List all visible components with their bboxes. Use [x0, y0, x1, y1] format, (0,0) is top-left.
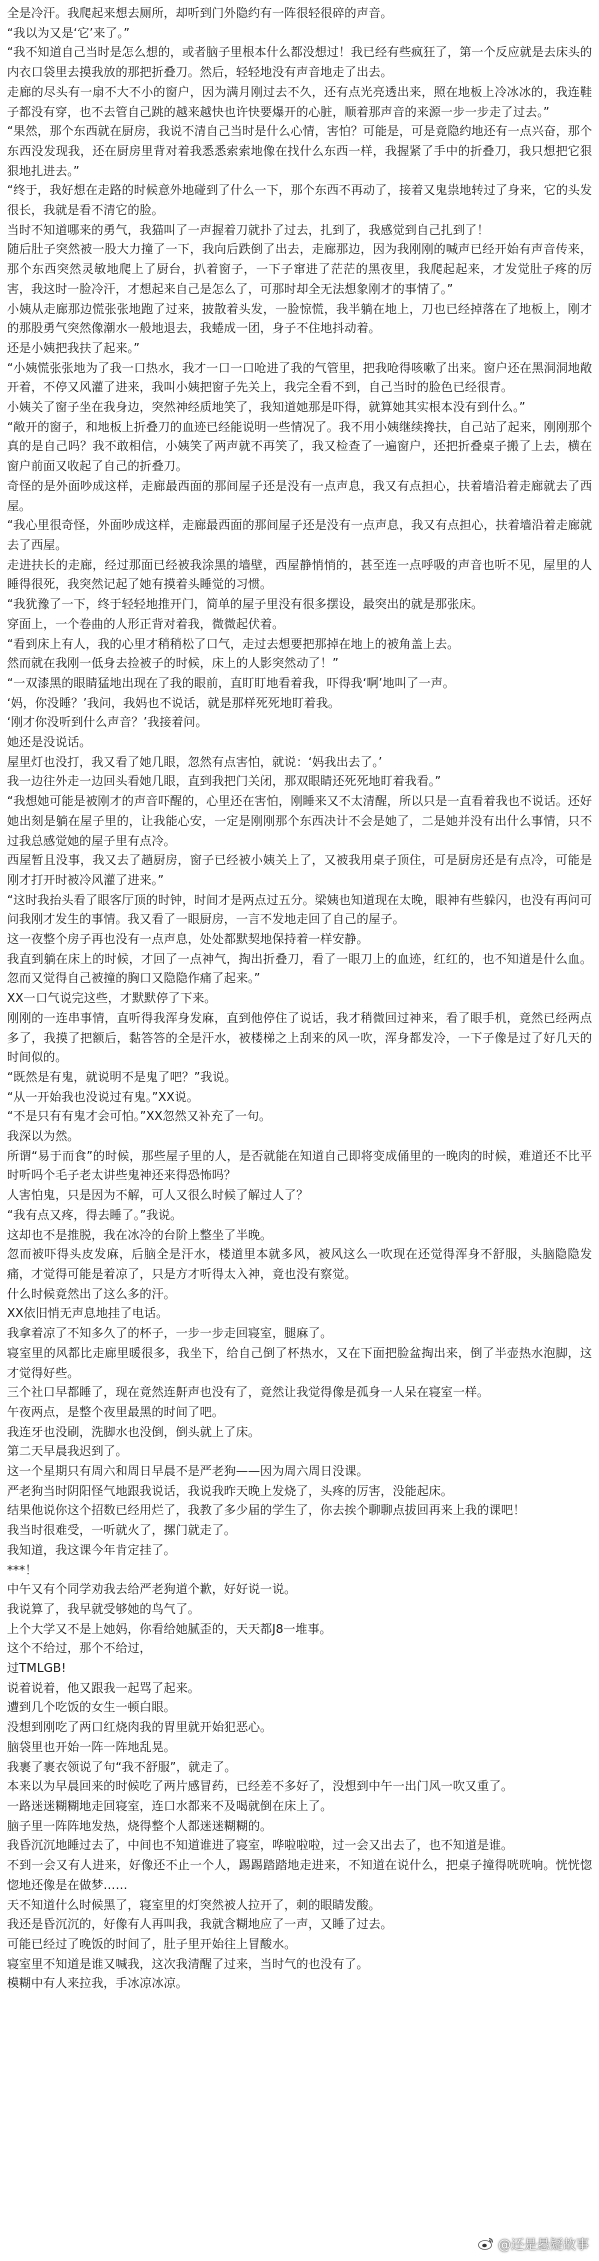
paragraph: 模糊中有人来拉我，手冰凉冰凉。: [7, 1976, 188, 1991]
paragraph: 然而就在我刚一低身去捡被子的时候，床上的人影突然动了！”: [7, 656, 339, 671]
paragraph: 寝室里不知道是谁又喊我，这次我清醒了过来，当时气的也没有了。: [7, 1956, 369, 1971]
watermark: [478, 2234, 589, 2253]
paragraph: ‘妈，你没睡？’我问，我妈也不说话，就是那样死死地盯着我。: [7, 695, 341, 710]
paragraph: 刚刚的一连串事情，直听得我浑身发麻，直到他停住了说话，我才稍微回过神来，看了眼手机，竟然已经两点多了，我摸了把额后，黏答答的全是汗水，被楼梯之上刮来的风一吹，浑身都发冷，一下子像是过了好几天的时间似的。: [7, 1010, 592, 1065]
paragraph: 我连牙也没刷，洗脚水也没倒，倒头就上了床。: [7, 1424, 261, 1439]
paragraph: “我有点又疼，得去睡了。”我说。: [7, 1207, 183, 1222]
paragraph: XX依旧悄无声息地挂了电话。: [7, 1306, 169, 1321]
paragraph: 结果他说你这个招数已经用烂了，我教了多少届的学生了，你去挨个聊聊点拔回再来上我的课吧！: [7, 1503, 526, 1518]
paragraph: 人害怕鬼，只是因为不解，可人又很么时候了解过人了？: [7, 1188, 309, 1203]
paragraph: XX一口气说完这些，才默默停了下来。: [7, 991, 217, 1006]
paragraph: “我以为又是‘它’来了。”: [7, 25, 130, 40]
paragraph: 所谓“易于而食”的时候，那些屋子里的人，是否就能在知道自己即将变成俑里的一晚肉的时候，难道还不比平时听吗个毛子老太讲些鬼神还来得恐怖吗？: [7, 1148, 592, 1183]
paragraph: “果然，那个东西就在厨房，我说不清自己当时是什么心情，害怕？可能是，可是竟隐约地还有一点兴奋，那个东西没发现我，还在厨房里背对着我悉悉索索地像在找什么东西一样，我握紧了手中的折叠刀，我只想把它狠狠地扎进去。”: [7, 124, 592, 178]
paragraph: “一双漆黑的眼睛猛地出现在了我的眼前，直盯盯地看着我，吓得我‘啊’地叫了一声。: [7, 675, 455, 690]
paragraph: ***！: [7, 1562, 38, 1577]
paragraph: 午夜两点，是整个夜里最黑的时间了吧。: [7, 1404, 224, 1419]
weibo-icon: [478, 2237, 494, 2250]
paragraph: 走廊的尽头有一扇不大不小的窗户，因为满月刚过去不久，还有点光亮透出来，照在地板上冷冰冰的，我连鞋子都没有穿，也不去管自己跳的越来越快也许快要爆开的心脏，顺着那声音的来源一步一步走了过去。”: [7, 84, 592, 119]
paragraph: 这却也不是推脱，我在冰冷的台阶上整坐了半晚。: [7, 1227, 273, 1242]
paragraph: 我直到躺在床上的时候，才回了一点神气，掏出折叠刀，看了一眼刀上的血迹，红红的，也不知道是什么血。忽而又觉得自己被撞的胸口又隐隐作痛了起来。”: [7, 951, 592, 986]
paragraph: 我还是昏沉沉的，好像有人再叫我，我就含糊地应了一声，又睡了过去。: [7, 1917, 393, 1932]
paragraph: 我知道，我这课今年肯定挂了。: [7, 1542, 176, 1557]
paragraph: 本来以为早晨回来的时候吃了两片感冒药，已经差不多好了，没想到中午一出门风一吹又重了。: [7, 1779, 514, 1794]
paragraph: 寝室里的风都比走廊里暖很多，我坐下，给自己倒了杯热水，又在下面把脸盆掏出来，倒了半壶热水泡脚，这才觉得好些。: [7, 1345, 592, 1380]
paragraph: 我裹了裹衣领说了句“我不舒服”，就走了。: [7, 1759, 237, 1774]
paragraph: 奇怪的是外面吵成这样，走廊最西面的那间屋子还是没有一点声息，我又有点担心，扶着墙沿着走廊就去了西屋。: [7, 478, 592, 513]
paragraph: ‘刚才你没听到什么声音？’我接着问。: [7, 715, 208, 730]
paragraph: 这个不给过，那个不给过，: [7, 1641, 152, 1656]
paragraph: 西屋暂且没事，我又去了趟厨房，窗子已经被小姨关上了，又被我用桌子顶住，可是厨房还是有点冷，可能是刚才打开时被冷风灌了进来。”: [7, 853, 592, 887]
paragraph: “我想她可能是被刚才的声音吓醒的，心里还在害怕，刚睡来又不太清醒，所以只是一直看着我也不说话。还好她出刻是躺在屋子里的，让我能心安，一定是刚刚那个东西决计不会是她了，二是她并没有出什么事情，只不过我总感觉她的屋子里有点冷。: [7, 794, 592, 848]
paragraph: 没想到刚吃了两口红烧肉我的胃里就开始犯恶心。: [7, 1720, 273, 1735]
paragraph: “我心里很奇怪，外面吵成这样，走廊最西面的那间屋子还是没有一点声息，我又有点担心，扶着墙沿着走廊就去了西屋。: [7, 518, 592, 552]
paragraph: 我拿着凉了不知多久了的杯子，一步一步走回寝室，腿麻了。: [7, 1326, 333, 1341]
paragraph: 小姨关了窗子坐在我身边，突然神经质地笑了，我知道她那是吓得，就算她其实根本没有到什么。”: [7, 400, 526, 415]
paragraph: 她还是没说话。: [7, 735, 92, 750]
paragraph: 过TMLGB!: [7, 1661, 67, 1676]
paragraph: 随后肚子突然被一股大力撞了一下，我向后跌倒了出去，走廊那边，因为我刚刚的喊声已经开始有声音传来，那个东西突然灵敏地爬上了厨台，扒着窗子，一下子窜进了茫茫的黑夜里，我爬起起来，才发觉肚子疼的厉害，我这时一脸冷汗，才想起来自己是怎么了，可那时却全无法想象刚才的事情了。”: [7, 242, 592, 296]
paragraph: “我不知道自己当时是怎么想的，或者脑子里根本什么都没想过！我已经有些疯狂了，第一个反应就是去床头的内衣口袋里去摸我放的那把折叠刀。然后，轻轻地没有声音地走了出去。: [7, 45, 592, 80]
paragraph: 我深以为然。: [7, 1129, 80, 1144]
paragraph: “这时我抬头看了眼客厅顶的时钟，时间才是两点过五分。梁姨也知道现在太晚，眼神有些躲闪，也没有再问可问我刚才发生的事情。我又看了一眼厨房，一言不发地走回了自己的屋子。: [7, 892, 592, 927]
paragraph: 我当时很难受，一听就火了，摞门就走了。: [7, 1523, 236, 1538]
paragraph: 还是小姨把我扶了起来。”: [7, 340, 140, 355]
paragraph: 这一个星期只有周六和周日早晨不是严老狗——因为周六周日没课。: [7, 1464, 369, 1479]
paragraph: 天不知道什么时候黑了，寝室里的灯突然被人拉开了，刺的眼睛发酸。: [7, 1897, 381, 1912]
paragraph: 说着说着，他又跟我一起骂了起来。: [7, 1680, 200, 1695]
paragraph: 穿面上，一个卷曲的人形正背对着我，微微起伏着。: [7, 616, 285, 631]
paragraph: 当时不知道哪来的勇气，我猫叫了一声握着刀就扑了过去，扎到了，我感觉到自己扎到了！: [7, 222, 490, 237]
paragraph: 走进扶长的走廊，经过那面已经被我涂黑的墙壁，西屋静悄悄的，甚至连一点呼吸的声音也听不见，屋里的人睡得很死，我突然记起了她有摸着头睡觉的习惯。: [7, 557, 592, 592]
paragraph: 可能已经过了晚饭的时间了，肚子里开始往上冒酸水。: [7, 1936, 297, 1951]
paragraph: “小姨慌张张地为了我一口热水，我才一口一口呛进了我的气管里，把我呛得咳嗽了出来。窗户还在黑洞洞地敞开着，不停又风灌了进来，我叫小姨把窗子先关上，我完全看不到，自己当时的脸色已经很青。: [7, 360, 592, 395]
paragraph: 脑袋里也开始一阵一阵地乱晃。: [7, 1739, 176, 1754]
paragraph: 全是冷汗。我爬起来想去厕所，却听到门外隐约有一阵很轻很碎的声音。: [7, 6, 393, 20]
paragraph: 我昏沉沉地睡过去了，中间也不知道谁进了寝室，哗啦啦啦，过一会又出去了，也不知道是谁。: [7, 1838, 514, 1853]
paragraph: “终于，我好想在走路的时候意外地碰到了什么一下，那个东西不再动了，接着又鬼祟地转过了身来，它的头发很长，我就是看不清它的脸。: [7, 183, 592, 218]
paragraph: 忽而被吓得头皮发麻，后脑全是汗水，楼道里本就多风，被风这么一吹现在还觉得浑身不舒服，头脑隐隐发痛，才觉得可能是着凉了，只是方才听得太入神，竟也没有察觉。: [7, 1247, 592, 1281]
paragraph: 我一边往外走一边回头看她几眼，直到我把门关闭，那双眼睛还死死地盯着我看。”: [7, 774, 442, 789]
paragraph: 上个大学又不是上她妈，你看给她腻歪的，天天都J8一堆事。: [7, 1621, 332, 1636]
paragraph: 屋里灯也没打，我又看了她几眼，忽然有点害怕，就说：‘妈我出去了。’: [7, 754, 383, 769]
paragraph: 严老狗当时阴阳怪气地跟我说话，我说我昨天晚上发烧了，头疼的厉害，没能起床。: [7, 1483, 453, 1498]
paragraph: “看到床上有人，我的心里才稍稍松了口气，走过去想要把那掉在地上的被角盖上去。: [7, 636, 460, 651]
paragraph: 三个社口早都睡了，现在竟然连鼾声也没有了，竟然让我觉得像是孤身一人呆在寝室一样。: [7, 1385, 490, 1400]
watermark-text: @还是悬疑故事: [497, 2238, 589, 2253]
paragraph: “敞开的窗子，和地板上折叠刀的血迹已经能说明一些情况了。我不用小姨继续搀扶，自己站了起来，刚刚那个真的是自己吗？我不敢相信，小姨笑了两声就不再笑了，我又检查了一遍窗户，还把折叠桌子搬了上去，横在窗户前面又收起了自己的折叠刀。: [7, 419, 592, 474]
paragraph: 小姨从走廊那边慌张张地跑了过来，披散着头发，一脸惊慌，我半躺在地上，刀也已经掉落在了地板上，刚才的那股勇气突然像潮水一般地退去，我蜷成一团，身子不住地抖动着。: [7, 301, 592, 336]
paragraph: 不到一会又有人进来，好像还不止一个人，踢踢踏踏地走进来，不知道在说什么，把桌子撞得咣咣响。恍恍惚惚地还像是在做梦……: [7, 1858, 592, 1892]
paragraph: 中午又有个同学劝我去给严老狗道个歉，好好说一说。: [7, 1582, 297, 1597]
paragraph: “既然是有鬼，就说明不是鬼了吧？”我说。: [7, 1069, 237, 1084]
paragraph: 脑子里一阵阵地发热，烧得整个人都迷迷糊糊的。: [7, 1818, 273, 1833]
paragraph: 我说算了，我早就受够她的鸟气了。: [7, 1601, 200, 1616]
paragraph: 第二天早晨我迟到了。: [7, 1444, 128, 1459]
paragraph: 什么时候竟然出了这么多的汗。: [7, 1286, 176, 1301]
paragraph: “从一开始我也没说过有鬼。”XX说。: [7, 1089, 199, 1104]
paragraph: “我犹豫了一下，终于轻轻地推开门，简单的屋子里没有很多摆设，最突出的就是那张床。: [7, 597, 484, 612]
paragraph: 这一夜整个房子再也没有一点声息，处处都默契地保持着一样安静。: [7, 932, 369, 947]
paragraph: 遭到几个吃饭的女生一顿白眼。: [7, 1700, 176, 1715]
paragraph: 一路迷迷糊糊地走回寝室，连口水都来不及喝就倒在床上了。: [7, 1798, 333, 1813]
paragraph: “不是只有有鬼才会可怕。”XX忽然又补充了一句。: [7, 1109, 272, 1124]
